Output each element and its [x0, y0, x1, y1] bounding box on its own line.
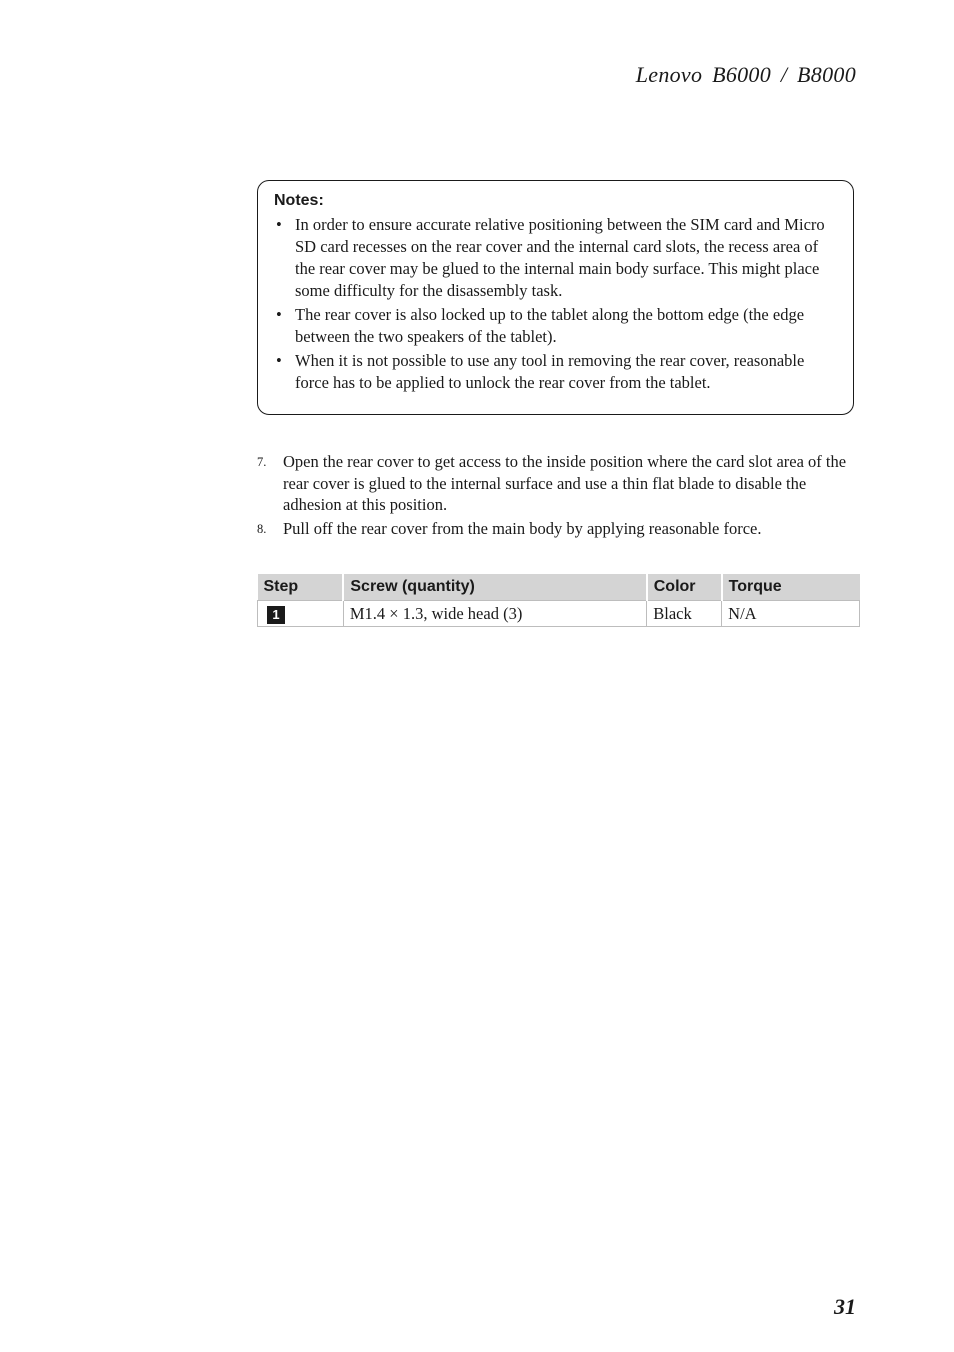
note-item [274, 350, 835, 394]
table-row [258, 601, 860, 627]
note-item [274, 304, 835, 348]
cell-torque: N/A [722, 601, 860, 627]
note-text: When it is not possible to use any tool in removing the rear cover, reasonable force has to be applied to unlock the rear cover from the tablet. [295, 351, 805, 392]
column-header-step: Step [258, 574, 344, 601]
cell-color: Black [647, 601, 722, 627]
page-number: 31 [834, 1294, 856, 1319]
notes-heading: Notes: [274, 192, 324, 209]
notes-box [257, 180, 854, 415]
step-number: 7. [257, 455, 267, 469]
note-text: The rear cover is also locked up to the tablet along the bottom edge (the edge between the two speakers of the tablet). [295, 305, 805, 346]
procedure-steps [257, 451, 857, 541]
bullet-icon: • [276, 305, 282, 324]
note-item [274, 214, 835, 302]
column-header-color: Color [647, 574, 722, 601]
cell-step [258, 601, 344, 627]
bullet-icon: • [276, 351, 282, 370]
step-text: Open the rear cover to get access to the inside position where the card slot area of the rear cover is glued to the internal surface and use a thin flat blade to disable the adhesion at this position. [283, 452, 847, 514]
screw-table [257, 574, 860, 627]
step-text: Pull off the rear cover from the main body by applying reasonable force. [283, 518, 762, 538]
note-text: In order to ensure accurate relative positioning between the SIM card and Micro SD card recesses on the rear cover and the internal card slots, the recess area of the rear cover may be glued to the internal main body surface. This might place some difficulty for the disassembly task. [295, 215, 825, 300]
notes-list [274, 214, 835, 394]
column-header-screw: Screw (quantity) [343, 574, 646, 601]
cell-screw: M1.4 × 1.3, wide head (3) [343, 601, 646, 627]
procedure-step [257, 451, 857, 516]
page-header-title: Lenovo B6000 / B8000 [635, 62, 856, 87]
table-header-row [258, 574, 860, 601]
column-header-torque: Torque [722, 574, 860, 601]
step-badge: 1 [267, 606, 285, 624]
step-number: 8. [257, 521, 267, 536]
procedure-step [257, 518, 857, 540]
bullet-icon: • [276, 215, 282, 234]
